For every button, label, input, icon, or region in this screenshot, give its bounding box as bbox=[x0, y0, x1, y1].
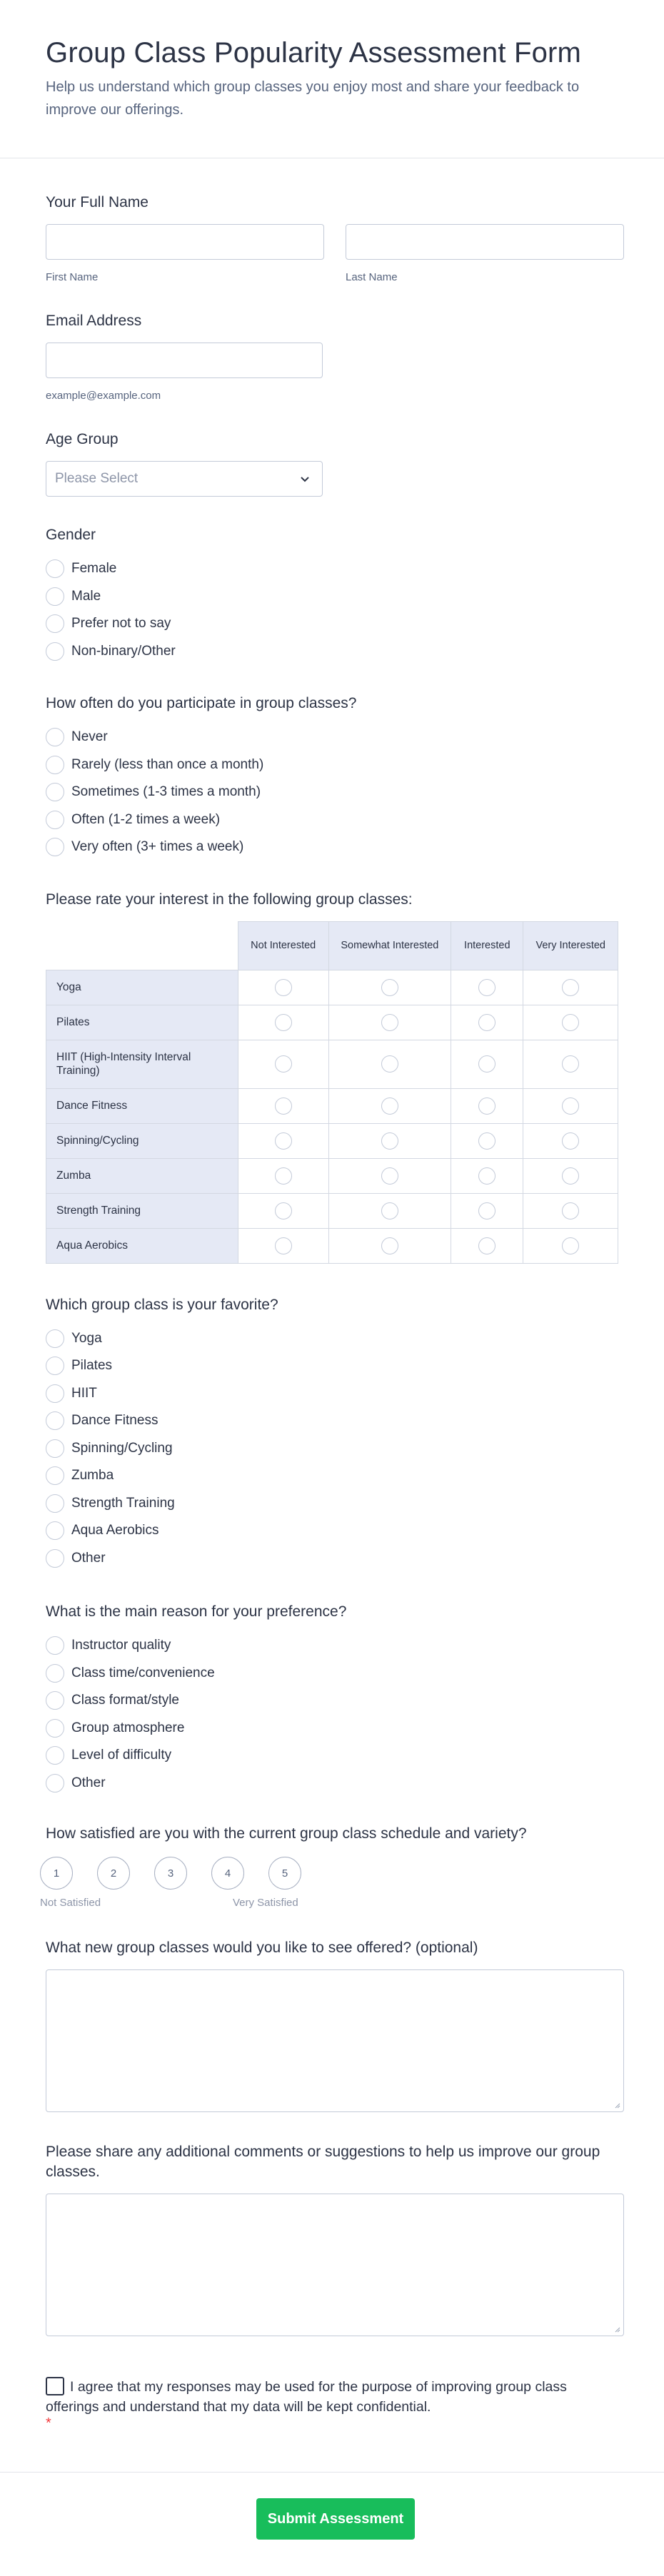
scale-option[interactable]: 2 bbox=[97, 1857, 130, 1890]
gender-field bbox=[46, 525, 618, 665]
favorite-label: Which group class is your favorite? bbox=[46, 1296, 278, 1313]
new-classes-label: What new group classes would you like to see offered? (optional) bbox=[46, 1939, 478, 1956]
radio-button[interactable] bbox=[275, 1014, 292, 1031]
full-name-field bbox=[46, 193, 618, 284]
matrix-row bbox=[46, 1040, 618, 1088]
radio-button[interactable] bbox=[562, 1237, 579, 1254]
frequency-option[interactable] bbox=[46, 833, 618, 861]
radio-label: Other bbox=[71, 1550, 106, 1566]
interest-matrix-label: Please rate your interest in the following group classes: bbox=[46, 891, 413, 908]
radio-label: Instructor quality bbox=[71, 1638, 171, 1653]
favorite-option[interactable] bbox=[46, 1545, 618, 1573]
radio-label: Rarely (less than once a month) bbox=[71, 756, 264, 772]
scale-high-label: Very Satisfied bbox=[233, 1897, 298, 1909]
radio-button[interactable] bbox=[381, 1202, 398, 1219]
matrix-cell[interactable] bbox=[523, 1123, 618, 1158]
radio-button[interactable] bbox=[478, 1202, 496, 1219]
matrix-column-header: Very Interested bbox=[523, 921, 618, 970]
matrix-cell[interactable] bbox=[238, 1088, 328, 1123]
radio-button[interactable] bbox=[46, 1774, 64, 1792]
matrix-corner bbox=[46, 921, 238, 970]
matrix-cell[interactable] bbox=[523, 1005, 618, 1040]
matrix-row-label: Spinning/Cycling bbox=[46, 1123, 238, 1158]
age-group-field bbox=[46, 430, 618, 497]
form-title: Group Class Popularity Assessment Form bbox=[46, 37, 582, 69]
radio-button[interactable] bbox=[478, 1055, 496, 1073]
radio-button[interactable] bbox=[46, 811, 64, 829]
radio-label: Female bbox=[71, 561, 117, 577]
frequency-field bbox=[46, 694, 618, 861]
satisfaction-label: How satisfied are you with the current group class schedule and variety? bbox=[46, 1825, 527, 1842]
matrix-cell[interactable] bbox=[451, 970, 523, 1005]
radio-button[interactable] bbox=[46, 1719, 64, 1738]
radio-label: Male bbox=[71, 588, 101, 604]
radio-button[interactable] bbox=[46, 1494, 64, 1513]
matrix-cell[interactable] bbox=[451, 1088, 523, 1123]
matrix-row-label: Dance Fitness bbox=[46, 1088, 238, 1123]
resize-grip-icon[interactable] bbox=[613, 2326, 620, 2333]
scale-option[interactable]: 4 bbox=[211, 1857, 244, 1890]
matrix-cell[interactable] bbox=[238, 970, 328, 1005]
last-name-input[interactable] bbox=[346, 224, 624, 260]
radio-button[interactable] bbox=[562, 1132, 579, 1150]
comments-field bbox=[46, 2142, 618, 2336]
radio-label: Prefer not to say bbox=[71, 616, 171, 632]
radio-button[interactable] bbox=[381, 1097, 398, 1115]
reason-option[interactable] bbox=[46, 1660, 618, 1688]
matrix-cell[interactable] bbox=[523, 1088, 618, 1123]
radio-button[interactable] bbox=[381, 1014, 398, 1031]
scale-low-label: Not Satisfied bbox=[40, 1897, 101, 1909]
radio-button[interactable] bbox=[46, 1664, 64, 1683]
matrix-cell[interactable] bbox=[523, 1193, 618, 1228]
radio-button[interactable] bbox=[478, 1132, 496, 1150]
matrix-cell[interactable] bbox=[451, 1005, 523, 1040]
satisfaction-field bbox=[40, 1824, 618, 1912]
matrix-cell[interactable] bbox=[328, 1193, 451, 1228]
radio-button[interactable] bbox=[275, 1202, 292, 1219]
radio-button[interactable] bbox=[46, 1466, 64, 1485]
gender-option[interactable] bbox=[46, 610, 618, 638]
reason-label: What is the main reason for your preference? bbox=[46, 1603, 347, 1620]
matrix-column-header: Not Interested bbox=[238, 921, 328, 970]
matrix-row-label: Pilates bbox=[46, 1005, 238, 1040]
radio-button[interactable] bbox=[46, 1357, 64, 1375]
matrix-row bbox=[46, 1193, 618, 1228]
favorite-field bbox=[46, 1295, 618, 1573]
radio-label: HIIT bbox=[71, 1385, 97, 1401]
radio-label: Spinning/Cycling bbox=[71, 1440, 173, 1456]
matrix-header-row bbox=[46, 921, 618, 970]
matrix-cell[interactable] bbox=[523, 1158, 618, 1193]
radio-label: Level of difficulty bbox=[71, 1748, 172, 1763]
favorite-option[interactable] bbox=[46, 1517, 618, 1545]
matrix-cell[interactable] bbox=[523, 1040, 618, 1088]
reason-option[interactable] bbox=[46, 1687, 618, 1715]
radio-label: Other bbox=[71, 1775, 106, 1790]
form-footer bbox=[0, 2472, 664, 2576]
favorite-option[interactable] bbox=[46, 1490, 618, 1518]
email-label: Email Address bbox=[46, 313, 142, 329]
frequency-options bbox=[46, 724, 618, 861]
radio-label: Yoga bbox=[71, 1330, 102, 1346]
radio-button[interactable] bbox=[478, 1014, 496, 1031]
last-name-sublabel: Last Name bbox=[346, 271, 398, 283]
matrix-cell[interactable] bbox=[451, 1123, 523, 1158]
matrix-cell[interactable] bbox=[328, 1088, 451, 1123]
gender-option[interactable] bbox=[46, 583, 618, 611]
radio-label: Class time/convenience bbox=[71, 1665, 215, 1680]
new-classes-textarea[interactable] bbox=[46, 1969, 624, 2112]
radio-button[interactable] bbox=[562, 1202, 579, 1219]
radio-button[interactable] bbox=[46, 728, 64, 746]
required-asterisk: * bbox=[46, 2415, 51, 2431]
email-input[interactable] bbox=[46, 343, 323, 378]
reason-option[interactable] bbox=[46, 1632, 618, 1660]
radio-button[interactable] bbox=[381, 1167, 398, 1185]
radio-label: Never bbox=[71, 729, 108, 745]
radio-label: Non-binary/Other bbox=[71, 643, 176, 659]
radio-button[interactable] bbox=[478, 979, 496, 996]
radio-button[interactable] bbox=[381, 1055, 398, 1073]
matrix-row-label: HIIT (High-Intensity Interval Training) bbox=[46, 1040, 238, 1088]
age-group-label: Age Group bbox=[46, 431, 119, 447]
radio-button[interactable] bbox=[275, 1237, 292, 1254]
reason-field bbox=[46, 1602, 618, 1797]
form-content bbox=[0, 193, 664, 2430]
favorite-option[interactable] bbox=[46, 1352, 618, 1380]
radio-label: Very often (3+ times a week) bbox=[71, 839, 244, 855]
interest-matrix bbox=[46, 921, 618, 1264]
radio-button[interactable] bbox=[562, 1167, 579, 1185]
matrix-cell[interactable] bbox=[523, 1228, 618, 1263]
matrix-cell[interactable] bbox=[238, 1040, 328, 1088]
radio-label: Zumba bbox=[71, 1468, 114, 1484]
scale-option[interactable]: 1 bbox=[40, 1857, 73, 1890]
gender-option[interactable] bbox=[46, 638, 618, 666]
favorite-option[interactable] bbox=[46, 1462, 618, 1490]
reason-option[interactable] bbox=[46, 1715, 618, 1743]
comments-label: Please share any additional comments or suggestions to help us improve our group classes. bbox=[46, 2144, 600, 2180]
full-name-label: Your Full Name bbox=[46, 194, 149, 211]
frequency-option[interactable] bbox=[46, 751, 618, 779]
radio-button[interactable] bbox=[275, 979, 292, 996]
radio-label: Class format/style bbox=[71, 1693, 179, 1708]
matrix-cell[interactable] bbox=[451, 1040, 523, 1088]
radio-button[interactable] bbox=[562, 1014, 579, 1031]
matrix-row-label: Yoga bbox=[46, 970, 238, 1005]
matrix-cell[interactable] bbox=[451, 1193, 523, 1228]
frequency-option[interactable] bbox=[46, 779, 618, 806]
radio-button[interactable] bbox=[381, 979, 398, 996]
reason-option[interactable] bbox=[46, 1770, 618, 1797]
submit-button[interactable]: Submit Assessment bbox=[256, 2498, 415, 2540]
form-header bbox=[0, 0, 664, 158]
radio-label: Strength Training bbox=[71, 1495, 175, 1511]
scale-option[interactable]: 3 bbox=[154, 1857, 187, 1890]
radio-label: Pilates bbox=[71, 1358, 113, 1374]
new-classes-field bbox=[46, 1938, 618, 2112]
radio-button[interactable] bbox=[46, 1521, 64, 1540]
scale-option[interactable]: 5 bbox=[268, 1857, 301, 1890]
matrix-cell[interactable] bbox=[328, 970, 451, 1005]
gender-option[interactable] bbox=[46, 555, 618, 583]
frequency-label: How often do you participate in group classes? bbox=[46, 695, 357, 711]
radio-button[interactable] bbox=[478, 1237, 496, 1254]
consent-checkbox[interactable] bbox=[46, 2377, 64, 2395]
matrix-row-label: Zumba bbox=[46, 1158, 238, 1193]
radio-button[interactable] bbox=[46, 1384, 64, 1403]
frequency-option[interactable] bbox=[46, 806, 618, 834]
radio-button[interactable] bbox=[46, 1746, 64, 1765]
radio-button[interactable] bbox=[381, 1237, 398, 1254]
radio-button[interactable] bbox=[478, 1167, 496, 1185]
matrix-cell[interactable] bbox=[238, 1005, 328, 1040]
radio-button[interactable] bbox=[46, 1549, 64, 1568]
matrix-row-label: Strength Training bbox=[46, 1193, 238, 1228]
consent-row[interactable] bbox=[46, 2376, 574, 2417]
radio-button[interactable] bbox=[381, 1132, 398, 1150]
interest-matrix-field bbox=[46, 890, 618, 1264]
matrix-row bbox=[46, 1228, 618, 1263]
reason-options bbox=[46, 1632, 618, 1797]
matrix-cell[interactable] bbox=[328, 1158, 451, 1193]
radio-button[interactable] bbox=[46, 1691, 64, 1710]
matrix-cell[interactable] bbox=[328, 1040, 451, 1088]
favorite-option[interactable] bbox=[46, 1407, 618, 1435]
radio-button[interactable] bbox=[275, 1097, 292, 1115]
satisfaction-scale bbox=[40, 1857, 618, 1890]
radio-button[interactable] bbox=[46, 1329, 64, 1348]
gender-label: Gender bbox=[46, 527, 96, 543]
favorite-option[interactable] bbox=[46, 1380, 618, 1408]
radio-button[interactable] bbox=[275, 1167, 292, 1185]
radio-button[interactable] bbox=[46, 1411, 64, 1430]
matrix-cell[interactable] bbox=[451, 1228, 523, 1263]
matrix-cell[interactable] bbox=[238, 1193, 328, 1228]
matrix-cell[interactable] bbox=[451, 1158, 523, 1193]
matrix-cell[interactable] bbox=[238, 1228, 328, 1263]
radio-button[interactable] bbox=[562, 979, 579, 996]
comments-textarea[interactable] bbox=[46, 2194, 624, 2336]
radio-label: Often (1-2 times a week) bbox=[71, 811, 221, 827]
resize-grip-icon[interactable] bbox=[613, 2101, 620, 2109]
radio-button[interactable] bbox=[46, 587, 64, 606]
radio-button[interactable] bbox=[478, 1097, 496, 1115]
matrix-row bbox=[46, 1123, 618, 1158]
radio-label: Dance Fitness bbox=[71, 1413, 159, 1429]
matrix-column-header: Somewhat Interested bbox=[328, 921, 451, 970]
matrix-row bbox=[46, 1088, 618, 1123]
matrix-cell[interactable] bbox=[523, 970, 618, 1005]
scale-labels bbox=[40, 1897, 618, 1912]
age-group-select[interactable] bbox=[46, 461, 323, 497]
radio-button[interactable] bbox=[46, 1439, 64, 1458]
favorite-options bbox=[46, 1325, 618, 1573]
matrix-cell[interactable] bbox=[238, 1123, 328, 1158]
radio-label: Aqua Aerobics bbox=[71, 1523, 159, 1538]
radio-label: Sometimes (1-3 times a month) bbox=[71, 784, 261, 800]
matrix-row-label: Aqua Aerobics bbox=[46, 1228, 238, 1263]
consent-field bbox=[46, 2376, 574, 2430]
radio-button[interactable] bbox=[46, 559, 64, 578]
reason-option[interactable] bbox=[46, 1742, 618, 1770]
matrix-row bbox=[46, 970, 618, 1005]
matrix-cell[interactable] bbox=[328, 1123, 451, 1158]
radio-label: Group atmosphere bbox=[71, 1720, 185, 1735]
radio-button[interactable] bbox=[46, 614, 64, 633]
frequency-option[interactable] bbox=[46, 724, 618, 751]
radio-button[interactable] bbox=[46, 1636, 64, 1655]
radio-button[interactable] bbox=[46, 783, 64, 801]
consent-label: I agree that my responses may be used for the purpose of improving group class offerings and understand that my data will be kept confidential. bbox=[46, 2379, 567, 2415]
radio-button[interactable] bbox=[46, 642, 64, 661]
form-subtitle: Help us understand which group classes you enjoy most and share your feedback to improve our offerings. bbox=[46, 79, 580, 118]
radio-button[interactable] bbox=[275, 1055, 292, 1073]
email-field bbox=[46, 311, 618, 402]
radio-button[interactable] bbox=[46, 838, 64, 856]
gender-options bbox=[46, 555, 618, 665]
matrix-cell[interactable] bbox=[238, 1158, 328, 1193]
favorite-option[interactable] bbox=[46, 1325, 618, 1353]
matrix-cell[interactable] bbox=[328, 1228, 451, 1263]
radio-button[interactable] bbox=[46, 756, 64, 774]
favorite-option[interactable] bbox=[46, 1435, 618, 1463]
first-name-input[interactable] bbox=[46, 224, 324, 260]
radio-button[interactable] bbox=[562, 1055, 579, 1073]
radio-button[interactable] bbox=[562, 1097, 579, 1115]
matrix-row bbox=[46, 1158, 618, 1193]
matrix-row bbox=[46, 1005, 618, 1040]
email-sublabel: example@example.com bbox=[46, 390, 161, 402]
matrix-column-header: Interested bbox=[451, 921, 523, 970]
first-name-sublabel: First Name bbox=[46, 271, 99, 283]
chevron-down-icon bbox=[299, 473, 311, 485]
radio-button[interactable] bbox=[275, 1132, 292, 1150]
age-group-placeholder: Please Select bbox=[55, 471, 139, 486]
matrix-cell[interactable] bbox=[328, 1005, 451, 1040]
